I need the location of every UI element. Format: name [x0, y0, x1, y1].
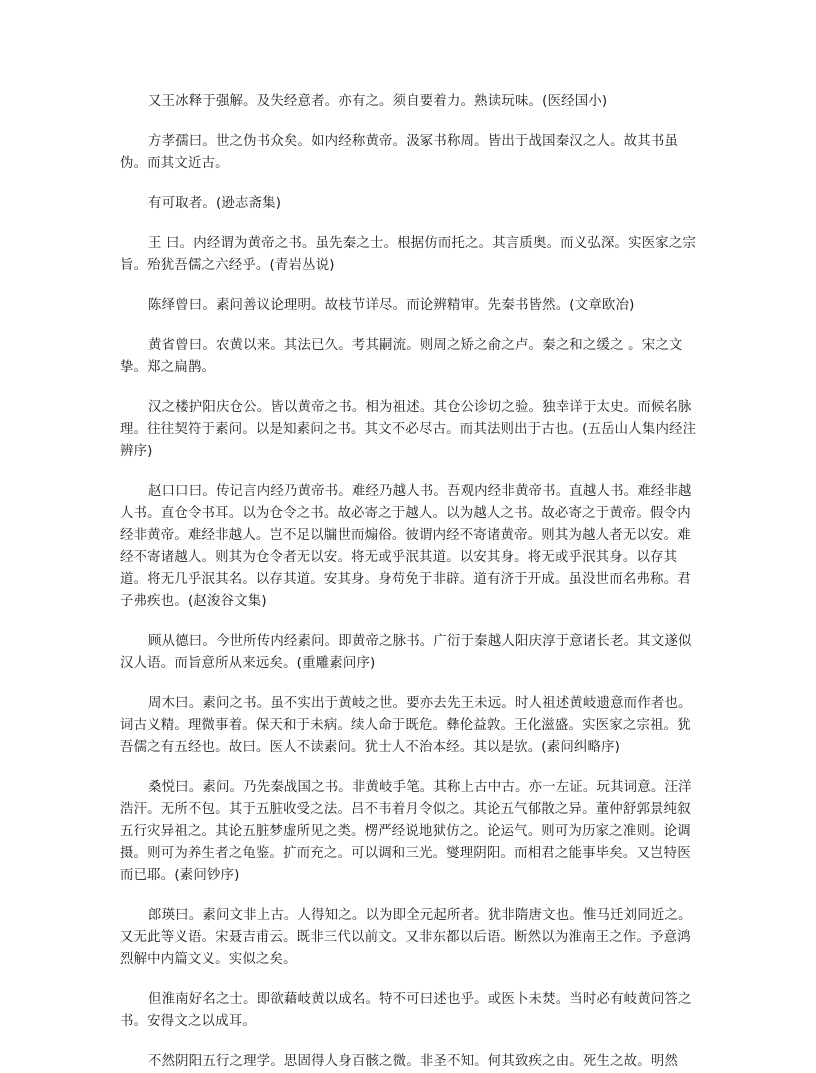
paragraph-4: 王 曰。内经谓为黄帝之书。虽先秦之士。根据仿而托之。其言质奥。而义弘深。实医家之宗旨。殆犹吾儒之六经乎。(青岩丛说) [120, 236, 697, 273]
paragraph-7: 汉之楼护阳庆仓公。皆以黄帝之书。相为祖述。其仓公诊切之验。独幸详于太史。而候名脉理。往往契符于素问。以是知素问之书。其文不必尽古。而其法则出于古也。(五岳山人集内经注辨序) [120, 400, 697, 459]
paragraph-9: 顾从德曰。今世所传内经素问。即黄帝之脉书。广衍于秦越人阳庆淳于意诸长老。其文遂似汉人语。而旨意所从来远矣。(重雕素问序) [120, 634, 692, 671]
paragraph-11: 桑悦曰。素问。乃先秦战国之书。非黄岐手笔。其称上古中古。亦一左证。玩其词意。汪洋浩汗。无所不包。其于五脏收受之法。吕不韦着月令似之。其论五气郁散之异。董仲舒郭景纯叙五行灾异祖之。其论五脏梦虚所见之类。楞严经说地狱仿之。论运气。则可为历家之准则。论调摄。则可为养生者之龟鉴。扩而充之。可以调和三光。燮理阴阳。而相君之能事毕矣。又岂特医而已耶。(素问钞序) [120, 780, 692, 883]
paragraph-12: 郎瑛曰。素问文非上古。人得知之。以为即全元起所者。犹非隋唐文也。惟马迁刘同近之。又无此等义语。宋聂吉甫云。既非三代以前文。又非东都以后语。断然以为淮南王之作。予意鸿烈解中内篇文义。实似之矣。 [120, 908, 692, 967]
paragraph-5: 陈绎曾曰。素问善议论理明。故枝节详尽。而论辨精审。先秦书皆然。(文章欧冶) [148, 298, 635, 313]
paragraph-3: 有可取者。(逊志斋集) [148, 196, 282, 211]
paragraph-13: 但淮南好名之士。即欲藉岐黄以成名。特不可曰述也乎。或医卜未焚。当时必有岐黄问答之书。安得文之以成耳。 [120, 992, 692, 1029]
paragraph-2: 方孝孺曰。世之伪书众矣。如内经称黄帝。汲冢书称周。皆出于战国秦汉之人。故其书虽伪。而其文近古。 [120, 134, 679, 171]
paragraph-14: 不然阴阳五行之理学。思固得人身百骸之微。非圣不知。何其致疾之由。死生之故。明然 [148, 1054, 679, 1069]
paragraph-1: 又王冰释于强解。及失经意者。亦有之。须自要着力。熟读玩味。(医经国小) [148, 94, 608, 109]
paragraph-6: 黄省曾曰。农黄以来。其法已久。考其嗣流。则周之矫之俞之卢。秦之和之缓之 。宋之文挚。郑之扁鹊。 [120, 338, 683, 375]
paragraph-8: 赵口口曰。传记言内经乃黄帝书。难经乃越人书。吾观内经非黄帝书。直越人书。难经非越人书。直仓令书耳。以为仓令之书。故必寄之于越人。以为越人之书。故必寄之于黄帝。假令内经非黄帝。难经非越人。岂不足以牖世而煽俗。彼谓内经不寄诸黄帝。则其为越人者无以安。难经不寄诸越人。则其为仓令者无以安。将无或乎泯其道。以安其身。将无或乎泯其身。以存其道。将无几乎泯其名。以存其道。安其身。身苟免于非辟。道有济于开成。虽没世而名弗称。君子弗疾也。(赵浚谷文集) [120, 484, 692, 609]
paragraph-10: 周木曰。素问之书。虽不实出于黄岐之世。要亦去先王未远。时人祖述黄岐遗意而作者也。词古义精。理微事着。保天和于未病。续人命于既危。彝伦益敦。王化滋盛。实医家之宗祖。犹吾儒之有五经也。故曰。医人不读素问。犹士人不治本经。其以是欤。(素问纠略序) [120, 696, 692, 755]
